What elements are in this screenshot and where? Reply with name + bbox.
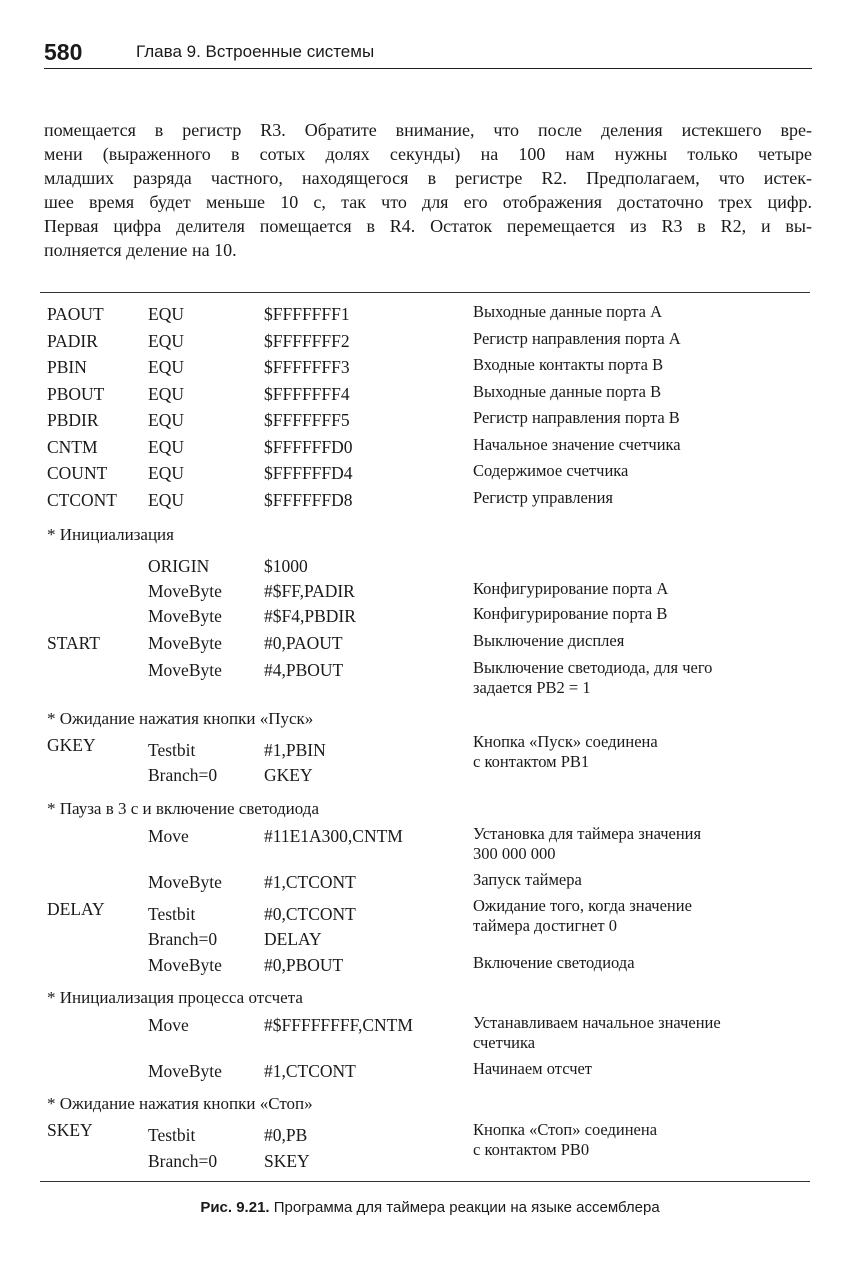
code-opcode: Testbit [148,904,196,924]
code-opcode: MoveByte [148,872,222,892]
code-label: PBDIR [47,410,99,430]
code-label: SKEY [47,1120,93,1140]
code-operand: SKEY [264,1151,310,1171]
code-line [47,579,807,603]
code-label: GKEY [47,735,96,755]
paragraph-line: шее время будет меньше 10 с, так что для его отображения достаточно трех цифр. [44,192,812,212]
code-opcode: EQU [148,436,184,457]
code-comment: Содержимое счетчика [473,461,629,480]
code-line [47,382,807,406]
code-operand: $1000 [264,556,308,576]
code-line [47,1149,807,1173]
code-opcode: Branch=0 [148,765,218,785]
code-operand: GKEY [264,765,313,785]
code-operand: #1,PBIN [264,740,326,760]
code-comment: Кнопка «Пуск» соединена [473,732,658,751]
code-opcode: MoveByte [148,633,222,653]
code-operand: $FFFFFFD0 [264,436,353,457]
code-comment: Включение светодиода [473,953,635,972]
running-header [44,38,812,69]
code-line [47,554,807,578]
code-label: COUNT [47,463,108,483]
section-comment: * Пауза в 3 с и включение светодиода [47,799,319,818]
code-comment: счетчика [473,1033,536,1052]
figure-caption [0,1198,860,1218]
code-operand: #$FFFFFFFF,CNTM [264,1015,413,1035]
code-line [47,435,807,459]
code-operand: #0,PB [264,1125,308,1145]
code-comment: Кнопка «Стоп» соединена [473,1120,658,1139]
code-comment: Выключение светодиода, для чего [473,658,713,677]
code-opcode: EQU [148,463,184,483]
paragraph-line: мени (выраженного в сотых долях секунды) на 100 нам нужны только четыре [44,144,812,164]
code-line [47,763,807,787]
code-operand: #0,PBOUT [264,955,344,975]
code-operand: $FFFFFFF1 [264,304,350,324]
code-opcode: MoveByte [148,660,222,680]
section-comment: * Ожидание нажатия кнопки «Пуск» [47,709,314,728]
code-operand: #0,CTCONT [264,904,356,924]
code-line [47,631,807,655]
paragraph-line: Первая цифра делителя помещается в R4. Остаток перемещается из R3 в R2, и вы- [44,216,812,236]
paragraph-line: младших разряда частного, находящегося в регистре R2. Предполагаем, что истек- [44,168,812,188]
code-comment: Входные контакты порта В [473,355,664,374]
code-label: PAOUT [47,304,104,324]
code-comment: таймера достигнет 0 [473,916,617,935]
code-comment: Устанавливаем начальное значение [473,1013,721,1032]
code-operand: #4,PBOUT [264,660,344,680]
code-comment: Запуск таймера [473,870,582,889]
body-paragraph [44,118,812,262]
code-comment: Конфигурирование порта А [473,579,669,598]
code-opcode: EQU [148,410,184,430]
code-opcode: MoveByte [148,581,222,601]
code-comment: Начинаем отсчет [473,1059,593,1078]
code-line [47,953,807,977]
paragraph-line: помещается в регистр R3. Обратите внимание, что после деления истекшего вре- [44,120,812,140]
code-line [47,1059,807,1083]
code-opcode: ORIGIN [148,556,210,576]
code-opcode: MoveByte [148,955,222,975]
code-comment: Выходные данные порта А [473,302,663,321]
code-operand: $FFFFFFD4 [264,463,353,483]
code-opcode: Branch=0 [148,929,218,949]
chapter-title: Глава 9. Встроенные системы [136,42,375,61]
code-line [47,844,807,868]
code-opcode: MoveByte [148,1061,222,1081]
code-operand: #$FF,PADIR [264,581,355,601]
code-operand: #1,CTCONT [264,872,356,892]
paragraph-line: полняется деление на 10. [44,240,237,260]
page-number: 580 [44,39,83,65]
code-line [47,355,807,379]
code-label: DELAY [47,899,105,919]
code-comment: Ожидание того, когда значение [473,896,692,915]
code-comment: Начальное значение счетчика [473,434,681,454]
code-opcode: MoveByte [148,606,222,626]
code-line [47,1033,807,1057]
code-opcode: EQU [148,489,184,510]
code-operand: $FFFFFFD8 [264,489,353,510]
code-comment: Регистр направления порта А [473,328,681,348]
code-line [47,488,807,512]
code-opcode: EQU [148,330,184,351]
code-line [47,302,807,326]
code-comment: Регистр направления порта В [473,408,680,427]
code-line [47,870,807,894]
code-operand: #1,CTCONT [264,1061,356,1081]
code-label: PBIN [47,357,87,377]
code-label: START [47,633,100,653]
code-line [47,927,807,951]
code-label: CTCONT [47,489,117,510]
code-opcode: Move [148,1015,189,1035]
code-comment: Выключение дисплея [473,631,625,650]
code-line [47,461,807,485]
code-opcode: EQU [148,383,184,404]
code-comment: задается PB2 = 1 [473,678,591,697]
code-operand: $FFFFFFF4 [264,383,350,404]
code-comment: 300 000 000 [473,844,556,863]
code-comment: с контактом PB1 [473,752,590,771]
assembly-listing [47,302,807,1177]
code-opcode: Branch=0 [148,1151,218,1171]
code-operand: DELAY [264,929,322,949]
figure-bottom-rule [40,1181,810,1182]
code-operand: $FFFFFFF5 [264,410,350,430]
code-operand: $FFFFFFF2 [264,330,350,351]
code-label: PADIR [47,330,98,351]
section-comment: * Инициализация [47,525,174,544]
code-comment: с контактом PB0 [473,1140,590,1159]
code-comment: Выходные данные порта В [473,381,662,401]
code-label: CNTM [47,436,98,457]
code-comment: Установка для таймера значения [473,824,702,843]
code-operand: $FFFFFFF3 [264,357,350,377]
code-line [47,329,807,353]
code-opcode: Testbit [148,1125,196,1145]
code-opcode: Testbit [148,740,196,760]
figure-number: Рис. 9.21. [200,1199,270,1216]
code-line [47,408,807,432]
figure-caption-text: Программа для таймера реакции на языке ассемблера [273,1199,660,1216]
code-opcode: Move [148,826,189,846]
code-opcode: EQU [148,357,184,377]
code-line [47,678,807,702]
section-comment: * Инициализация процесса отсчета [47,988,303,1007]
code-operand: #11E1A300,CNTM [264,826,403,846]
figure-top-rule [40,292,810,293]
section-comment: * Ожидание нажатия кнопки «Стоп» [47,1094,313,1113]
code-comment: Конфигурирование порта В [473,604,668,623]
code-opcode: EQU [148,304,184,324]
code-operand: #0,PAOUT [264,633,343,653]
code-operand: #$F4,PBDIR [264,606,356,626]
code-comment: Регистр управления [473,487,614,507]
code-label: PBOUT [47,383,105,404]
code-line [47,604,807,628]
